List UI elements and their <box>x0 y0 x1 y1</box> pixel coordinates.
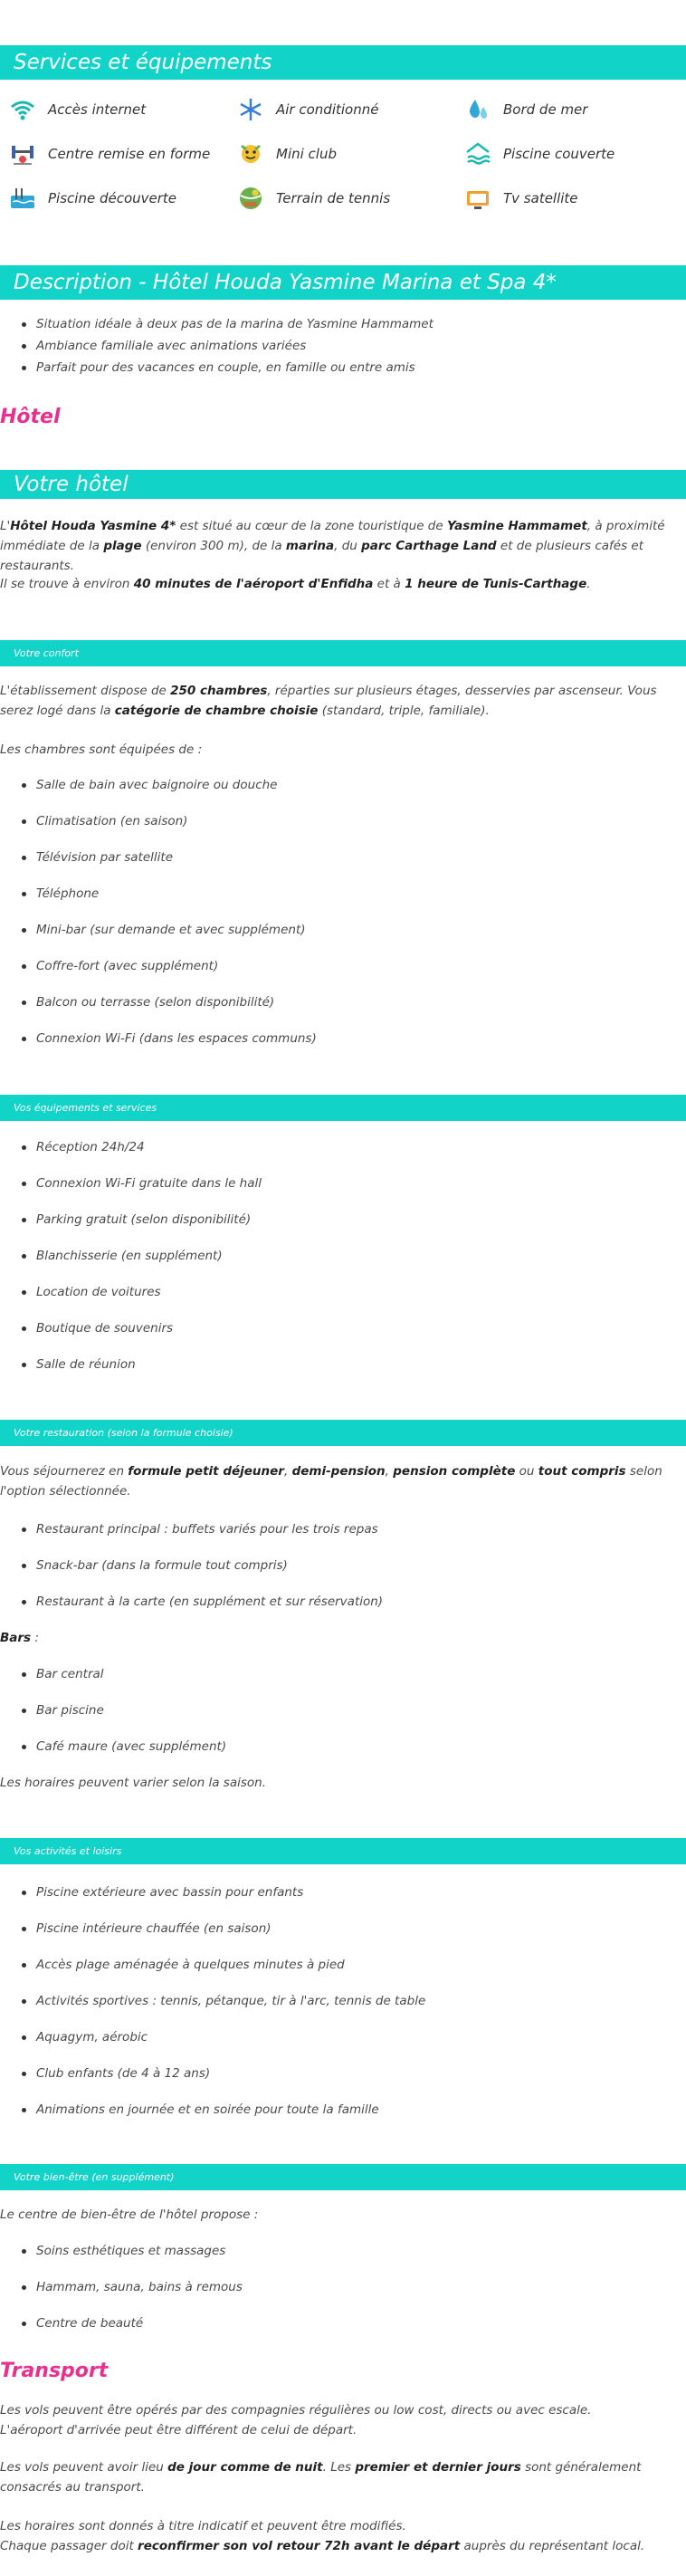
outdoor-pool-icon <box>9 185 36 212</box>
list-item: Salle de réunion <box>36 1355 262 1392</box>
list-item: Salle de bain avec baignoire ou douche <box>36 776 317 812</box>
service-label: Centre remise en forme <box>48 146 211 162</box>
service-label: Piscine découverte <box>48 190 177 206</box>
list-item: Connexion Wi-Fi (dans les espaces communs) <box>36 1029 317 1066</box>
service-outdoor-pool <box>9 185 177 212</box>
list-item: Bar piscine <box>36 1701 226 1738</box>
fitness-icon <box>9 140 36 168</box>
list-item: Location de voitures <box>36 1283 262 1319</box>
list-item: Parfait pour des vacances en couple, en famille ou entre amis <box>36 359 434 380</box>
hotel-paragraph-2: Il se trouve à environ 40 minutes de l'aéroport d'Enfidha et à 1 heure de Tunis-Carthage. <box>0 577 591 591</box>
list-item: Blanchisserie (en supplément) <box>36 1247 262 1283</box>
list-item: Club enfants (de 4 à 12 ans) <box>36 2064 425 2101</box>
list-item: Soins esthétiques et massages <box>36 2242 243 2278</box>
list-item: Mini-bar (sur demande et avec supplément) <box>36 921 317 957</box>
list-item: Aquagym, aérobic <box>36 2028 425 2064</box>
transport-paragraph-1: Les vols peuvent être opérés par des compagnies régulières ou low cost, directs ou avec escale. L'aéroport d'arrivée peut être différent de celui de départ. <box>0 2403 592 2437</box>
description-list <box>0 315 434 380</box>
list-item: Boutique de souvenirs <box>36 1319 262 1355</box>
service-label: Tv satellite <box>503 190 578 206</box>
list-item: Ambiance familiale avec animations variées <box>36 337 434 359</box>
bienetre-title: Votre bien-être (en supplément) <box>0 2164 686 2190</box>
kids-club-icon <box>237 140 264 168</box>
hotel-paragraph-1: L'Hôtel Houda Yasmine 4* est situé au cœur de la zone touristique de Yasmine Hammamet, à proximité immédiate de la plage (environ 300 m), de la marina, du parc Carthage Land et de plusieurs cafés et restaurants. <box>0 519 665 573</box>
hotel-heading: Hôtel <box>0 406 61 428</box>
list-item: Restaurant à la carte (en supplément et sur réservation) <box>36 1593 383 1629</box>
list-item: Animations en journée et en soirée pour toute la famille <box>36 2101 425 2137</box>
description-title: Description - Hôtel Houda Yasmine Marina et Spa 4* <box>0 265 686 300</box>
service-covered-pool <box>464 140 615 168</box>
wifi-icon <box>9 96 36 123</box>
confort-paragraph: L'établissement dispose de 250 chambres, réparties sur plusieurs étages, desservies par ascenseur. Vous serez logé dans la catégorie de chambre choisie (standard, triple, familiale). <box>0 684 657 718</box>
list-item: Piscine extérieure avec bassin pour enfants <box>36 1883 425 1920</box>
equipements-title: Vos équipements et services <box>0 1095 686 1121</box>
restauration-paragraph: Vous séjournerez en formule petit déjeuner, demi-pension, pension complète ou tout compris selon l'option sélectionnée. <box>0 1464 662 1499</box>
bienetre-list <box>0 2242 243 2351</box>
list-item: Téléphone <box>36 885 317 921</box>
service-sea <box>464 96 588 123</box>
restauration-list <box>0 1520 383 1629</box>
confort-title: Votre confort <box>0 640 686 666</box>
service-label: Air conditionné <box>276 101 379 118</box>
services-title: Services et équipements <box>0 45 686 80</box>
list-item: Restaurant principal : buffets variés pour les trois repas <box>36 1520 383 1556</box>
activites-title: Vos activités et loisirs <box>0 1838 686 1864</box>
list-item: Accès plage aménagée à quelques minutes à pied <box>36 1956 425 1992</box>
service-label: Mini club <box>276 146 337 162</box>
service-label: Piscine couverte <box>503 146 615 162</box>
list-item: Balcon ou terrasse (selon disponibilité) <box>36 993 317 1029</box>
bienetre-intro: Le centre de bien-être de l'hôtel propose : <box>0 2207 259 2222</box>
list-item: Connexion Wi-Fi gratuite dans le hall <box>36 1174 262 1211</box>
restauration-note: Les horaires peuvent varier selon la saison. <box>0 1776 267 1790</box>
transport-paragraph-3: Les horaires sont donnés à titre indicatif et peuvent être modifiés. Chaque passager doit reconfirmer son vol retour 72h avant le départ auprès du représentant local. <box>0 2519 645 2553</box>
list-item: Hammam, sauna, bains à remous <box>36 2278 243 2314</box>
list-item: Piscine intérieure chauffée (en saison) <box>36 1920 425 1956</box>
list-item: Activités sportives : tennis, pétanque, tir à l'arc, tennis de table <box>36 1992 425 2028</box>
confort-intro: Les chambres sont équipées de : <box>0 742 203 757</box>
confort-list <box>0 776 317 1066</box>
service-tennis <box>237 185 391 212</box>
list-item: Café maure (avec supplément) <box>36 1738 226 1774</box>
list-item: Snack-bar (dans la formule tout compris) <box>36 1556 383 1593</box>
water-drops-icon <box>464 96 491 123</box>
service-label: Bord de mer <box>503 101 588 118</box>
list-item: Bar central <box>36 1665 226 1701</box>
covered-pool-icon <box>464 140 491 168</box>
service-internet <box>9 96 147 123</box>
list-item: Télévision par satellite <box>36 848 317 885</box>
transport-heading: Transport <box>0 2360 109 2382</box>
service-air <box>237 96 379 123</box>
equipements-list <box>0 1138 262 1392</box>
list-item: Centre de beauté <box>36 2314 243 2351</box>
snowflake-icon <box>237 96 264 123</box>
transport-paragraph-2: Les vols peuvent avoir lieu de jour comme de nuit. Les premier et dernier jours sont généralement consacrés au transport. <box>0 2460 642 2495</box>
service-label: Accès internet <box>48 101 147 118</box>
bars-list <box>0 1665 226 1774</box>
tv-icon <box>464 185 491 212</box>
restauration-title: Votre restauration (selon la formule choisie) <box>0 1420 686 1446</box>
service-miniclub <box>237 140 337 168</box>
tennis-icon <box>237 185 264 212</box>
service-label: Terrain de tennis <box>276 190 391 206</box>
bars-label: Bars : <box>0 1631 39 1645</box>
list-item: Situation idéale à deux pas de la marina de Yasmine Hammamet <box>36 315 434 337</box>
service-fitness <box>9 140 211 168</box>
list-item: Parking gratuit (selon disponibilité) <box>36 1211 262 1247</box>
service-tv <box>464 185 578 212</box>
list-item: Coffre-fort (avec supplément) <box>36 957 317 993</box>
votre-hotel-title: Votre hôtel <box>0 470 686 499</box>
list-item: Climatisation (en saison) <box>36 812 317 848</box>
list-item: Réception 24h/24 <box>36 1138 262 1174</box>
activites-list <box>0 1883 425 2137</box>
